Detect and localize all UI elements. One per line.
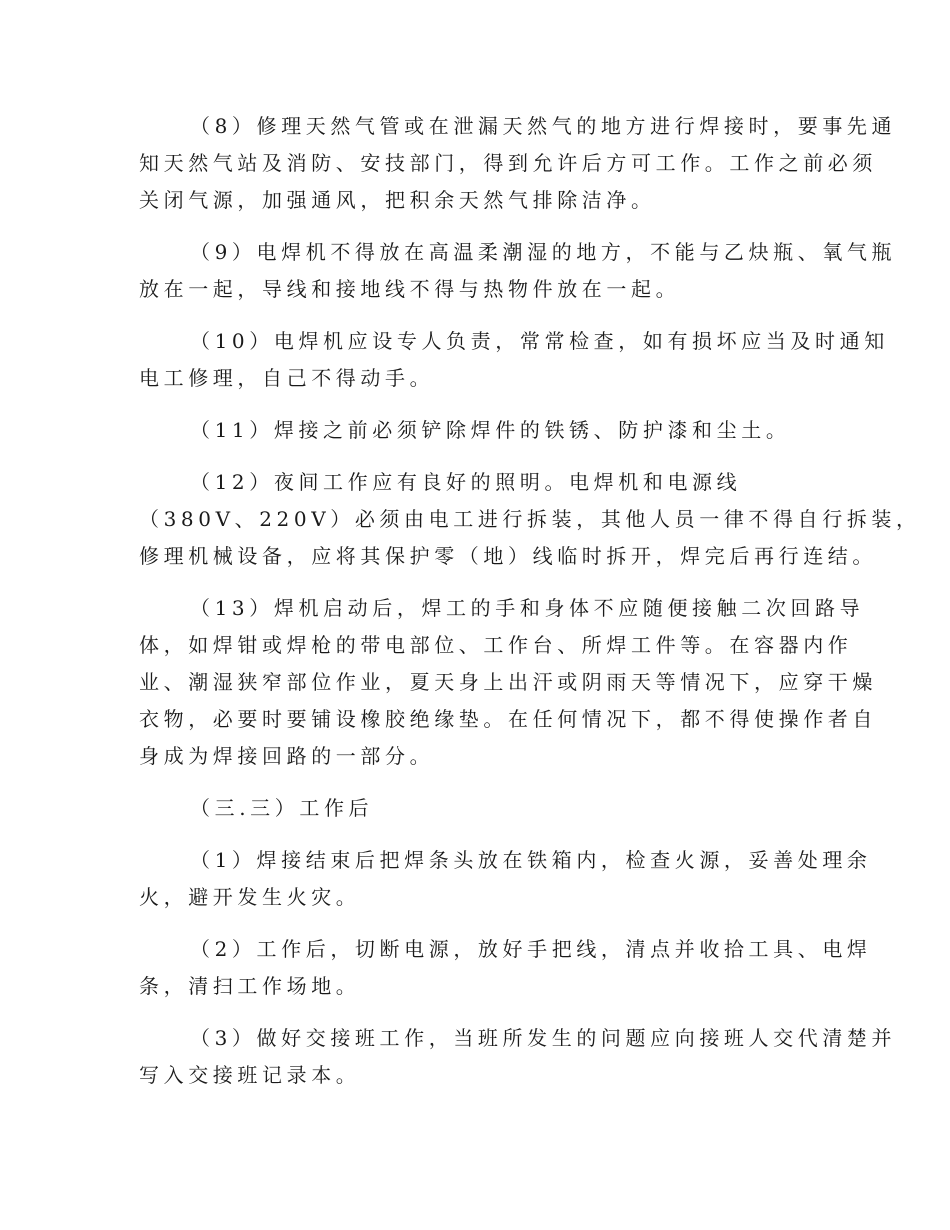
text-line: （三.三）工作后 bbox=[190, 796, 374, 820]
paragraph bbox=[139, 412, 819, 449]
text-line: （13）焊机启动后，焊工的手和身体不应随便接触二次回路导 bbox=[190, 596, 865, 620]
text-line: 衣物，必要时要铺设橡胶绝缘垫。在任何情况下，都不得使操作者自 bbox=[139, 707, 877, 731]
document-page bbox=[139, 108, 921, 1109]
paragraph bbox=[139, 590, 877, 775]
paragraph bbox=[139, 234, 897, 308]
paragraph bbox=[139, 464, 921, 575]
text-line: （8）修理天然气管或在泄漏天然气的地方进行焊接时，要事先通 bbox=[190, 114, 897, 138]
paragraph bbox=[139, 1020, 897, 1094]
paragraph bbox=[139, 323, 889, 397]
paragraph bbox=[139, 108, 897, 219]
paragraph bbox=[139, 790, 819, 827]
text-line: 业、潮湿狭窄部位作业，夏天身上出汗或阴雨天等情况下，应穿干燥 bbox=[139, 670, 877, 694]
paragraph bbox=[139, 931, 872, 1005]
paragraph bbox=[139, 842, 872, 916]
text-line: 知天然气站及消防、安技部门，得到允许后方可工作。工作之前必须 bbox=[139, 151, 877, 175]
text-line: （380V、220V）必须由电工进行拆装，其他人员一律不得自行拆装， bbox=[139, 507, 921, 531]
text-line: 身成为焊接回路的一部分。 bbox=[139, 744, 435, 768]
text-line: 火，避开发生火灾。 bbox=[139, 885, 361, 909]
text-line: 写入交接班记录本。 bbox=[139, 1063, 361, 1087]
text-line: 关闭气源，加强通风，把积余天然气排除洁净。 bbox=[139, 188, 656, 212]
text-line: 电工修理，自己不得动手。 bbox=[139, 366, 435, 390]
text-line: （9）电焊机不得放在高温柔潮湿的地方，不能与乙炔瓶、氧气瓶 bbox=[190, 240, 897, 264]
text-line: 修理机械设备，应将其保护零（地）线临时拆开，焊完后再行连结。 bbox=[139, 544, 877, 568]
text-line: （3）做好交接班工作，当班所发生的问题应向接班人交代清楚并 bbox=[190, 1026, 897, 1050]
text-line: 放在一起，导线和接地线不得与热物件放在一起。 bbox=[139, 277, 681, 301]
text-line: （2）工作后，切断电源，放好手把线，清点并收拾工具、电焊 bbox=[190, 937, 872, 961]
text-line: 体，如焊钳或焊枪的带电部位、工作台、所焊工件等。在容器内作 bbox=[139, 633, 853, 657]
text-line: 条，清扫工作场地。 bbox=[139, 974, 361, 998]
text-line: （10）电焊机应设专人负责，常常检查，如有损坏应当及时通知 bbox=[190, 329, 889, 353]
text-line: （11）焊接之前必须铲除焊件的铁锈、防护漆和尘土。 bbox=[190, 418, 791, 442]
text-line: （12）夜间工作应有良好的照明。电焊机和电源线 bbox=[190, 470, 742, 494]
text-line: （1）焊接结束后把焊条头放在铁箱内，检查火源，妥善处理余 bbox=[190, 848, 872, 872]
